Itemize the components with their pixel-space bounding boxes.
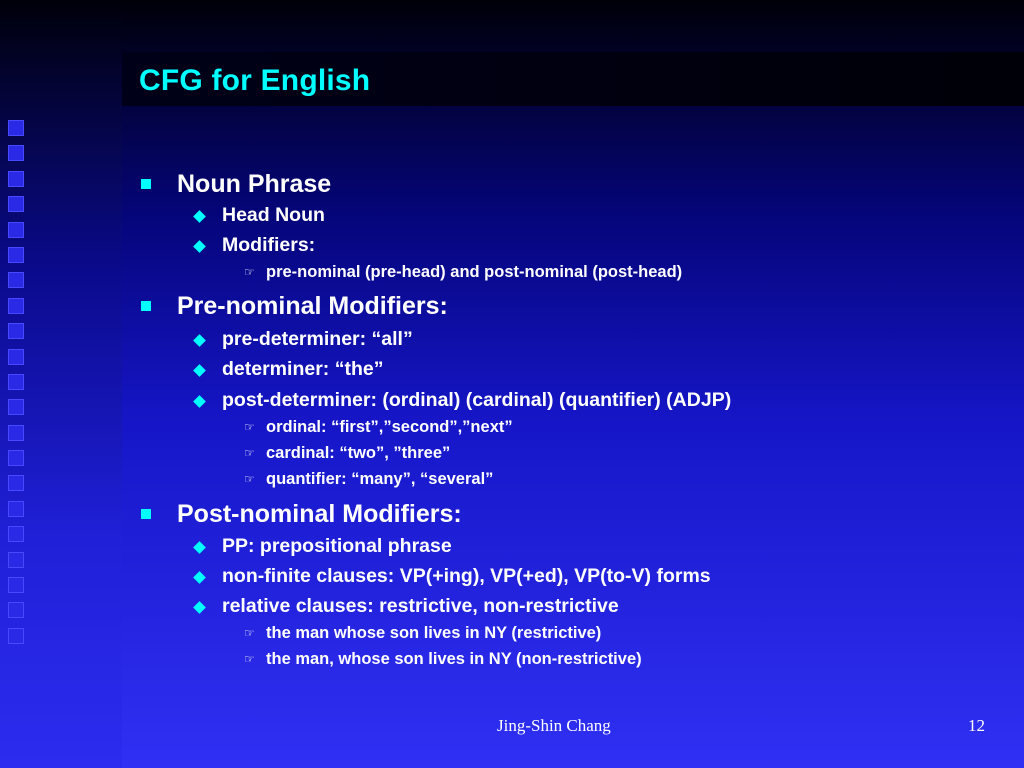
outline-item-level-1: Noun Phrase [177,170,332,198]
slide-title: CFG for English [139,64,371,97]
outline-item-level-2: determiner: “the” [222,358,384,380]
outline-item-level-2: relative clauses: restrictive, non-restrictive [222,595,619,617]
decorative-square [8,628,24,644]
pointing-hand-bullet-icon: ☞ [244,652,255,666]
pointing-hand-bullet-icon: ☞ [244,626,255,640]
decorative-square [8,171,24,187]
square-bullet-icon [141,301,151,311]
pointing-hand-bullet-icon: ☞ [244,446,255,460]
outline-item-level-3: quantifier: “many”, “several” [266,470,494,488]
decorative-square [8,222,24,238]
decorative-square [8,196,24,212]
outline-item-level-3: the man whose son lives in NY (restrictive) [266,624,602,642]
square-bullet-icon [141,509,151,519]
decorative-square [8,247,24,263]
decorative-square [8,577,24,593]
diamond-bullet-icon [193,334,206,347]
decorative-square [8,145,24,161]
outline-item-level-2: Modifiers: [222,234,316,256]
page-number: 12 [968,716,985,735]
square-bullet-icon [141,179,151,189]
decorative-square [8,323,24,339]
outline-item-level-2: Head Noun [222,204,325,226]
outline-item-level-2: pre-determiner: “all” [222,328,413,350]
decorative-square [8,425,24,441]
decorative-square [8,450,24,466]
decorative-square [8,526,24,542]
decorative-square [8,120,24,136]
diamond-bullet-icon [193,571,206,584]
pointing-hand-bullet-icon: ☞ [244,472,255,486]
outline-item-level-3: cardinal: “two”, ”three” [266,444,451,462]
decorative-square [8,501,24,517]
pointing-hand-bullet-icon: ☞ [244,420,255,434]
diamond-bullet-icon [193,240,206,253]
outline-item-level-2: non-finite clauses: VP(+ing), VP(+ed), VP(to-V) forms [222,565,711,587]
footer-author: Jing-Shin Chang [497,716,611,735]
decorative-square [8,552,24,568]
outline-item-level-1: Post-nominal Modifiers: [177,500,462,528]
decorative-squares [8,120,24,653]
outline-item-level-1: Pre-nominal Modifiers: [177,292,448,320]
decorative-square [8,272,24,288]
outline-item-level-3: the man, whose son lives in NY (non-restrictive) [266,650,642,668]
outline-item-level-3: pre-nominal (pre-head) and post-nominal (post-head) [266,263,683,281]
pointing-hand-bullet-icon: ☞ [244,265,255,279]
diamond-bullet-icon [193,601,206,614]
decorative-square [8,349,24,365]
diamond-bullet-icon [193,395,206,408]
diamond-bullet-icon [193,364,206,377]
decorative-square [8,374,24,390]
decorative-square [8,399,24,415]
decorative-square [8,475,24,491]
decorative-square [8,298,24,314]
outline-item-level-2: PP: prepositional phrase [222,535,452,557]
diamond-bullet-icon [193,210,206,223]
decorative-square [8,602,24,618]
outline-item-level-3: ordinal: “first”,”second”,”next” [266,418,513,436]
outline-item-level-2: post-determiner: (ordinal) (cardinal) (quantifier) (ADJP) [222,389,732,411]
diamond-bullet-icon [193,541,206,554]
